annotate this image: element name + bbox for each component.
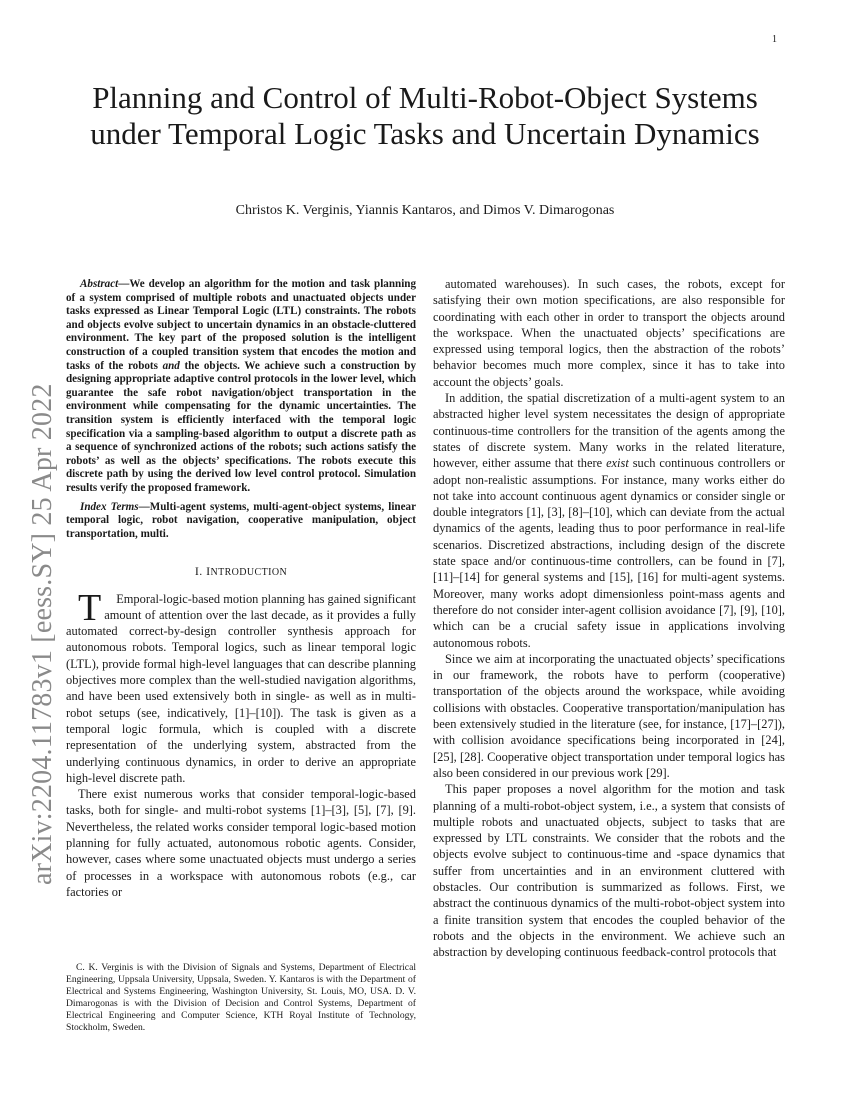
intro-paragraph-1: [66, 586, 416, 787]
index-terms-label: Index Terms: [80, 500, 139, 513]
right-column: [433, 276, 785, 960]
section-numeral: I.: [194, 564, 207, 579]
paper-title: Planning and Control of Multi-Robot-Object Systems under Temporal Logic Tasks and Uncertain Dynamics: [90, 80, 760, 151]
left-column: [66, 278, 416, 900]
drop-cap: T: [78, 586, 102, 629]
abstract-text-1: —We develop an algorithm for the motion and task planning of a system comprised of multiple robots and unactuated objects under tasks expressed as Linear Temporal Logic (LTL) constraints. The robots and objects evolve subject to uncertain dynamics in an obstacle-cluttered environment. The key part of the proposed solution is the intelligent construction of a coupled transition system that encodes the motion and tasks of the robots: [66, 278, 416, 372]
abstract-emphasis: and: [162, 359, 180, 372]
right-paragraph-2-text-2: such continuous controllers or adopt non-realistic assumptions. For instance, many works either do not take into account continuous agent dynamics or consider single or double integrators [1], [3], [8]–[10], which can deviate from the actual dynamics of the agents, leading thus to poor performance in real-life scenarios. Discretized abstractions, including design of the discrete state space and/or continuous-time controllers, can be found in [7], [11]–[14] for general systems and [15], [16] for multi-agent systems. Moreover, many works adopt dimensionless point-mass agents and therefore do not consider inter-agent collision avoidance [7], [9], [10], which can be a crucial safety issue in applications involving autonomous robots.: [433, 456, 785, 650]
page-number: 1: [772, 34, 777, 45]
right-paragraph-3: Since we aim at incorporating the unactuated objects’ specifications in our framework, the robots have to perform (cooperative) transportation of the objects around the workspace, while avoiding collisions with obstacles. Cooperative transportation/manipulation has been extensively studied in the literature (see, for instance, [17]–[27]), with collision avoidance specifications being incorporated in [24], [25], [28]. Cooperative object transportation under temporal logics has also been considered in our previous work [29].: [433, 651, 785, 780]
abstract-text-2: the objects. We achieve such a construction by designing appropriate adaptive control protocols in the lower level, which guarantee the safe robot navigation/object transportation in the environment while compensating for the dynamic uncertainties. The transition system is efficiently interfaced with the temporal logic specification via a sampling-based algorithm to output a discrete path as a sequence of synchronized actions of the robots; such actions satisfy the robots’ as well as the objects’ specifications. The robots execute this discrete path by using the derived low level control protocol. Simulation results verify the proposed framework.: [66, 359, 416, 494]
arxiv-stamp: arXiv:2204.11783v1 [eess.SY] 25 Apr 2022: [27, 383, 58, 885]
affiliation-footnote: C. K. Verginis is with the Division of Signals and Systems, Department of Electrical Engineering, Uppsala University, Uppsala, Sweden. Y. Kantaros is with the Department of Electrical and Systems Engineering, Washington University, St. Louis, MO, USA. D. V. Dimarogonas is with the Division of Decision and Control Systems, Department of Electrical Engineering and Computer Science, KTH Royal Institute of Technology, Stockholm, Sweden.: [66, 962, 416, 1033]
right-paragraph-2-emphasis: exist: [606, 456, 629, 471]
right-paragraph-4: This paper proposes a novel algorithm for the motion and task planning of a multi-robot-object system, i.e., a system that consists of multiple robots and unactuated objects, subject to tasks that are expressed by LTL constraints. We consider that the robots and the objects evolve subject to continuous-time and -space dynamics that suffer from uncertainties and in an environment cluttered with obstacles. Our contribution is summarized as follows. First, we abstract the continuous dynamics of the multi-robot-object system into a finite transition system that encodes the coupled behavior of the robots and the objects in the environment. We achieve such an abstraction by developing continuous feedback-control protocols that: [433, 782, 785, 960]
author-list: Christos K. Verginis, Yiannis Kantaros, and Dimos V. Dimarogonas: [235, 203, 615, 218]
section-heading: [66, 563, 416, 581]
index-terms-text: —Multi-agent systems, multi-agent-object systems, linear temporal logic, robot navigation, cooperative manipulation, object transportation, multi.: [66, 500, 417, 540]
abstract: [66, 278, 416, 496]
index-terms: [66, 501, 416, 542]
right-paragraph-2-text-1: In addition, the spatial discretization of a multi-agent system to an abstracted higher level system necessitates the design of appropriate continuous-time controllers for the transition of the agents among the states of discrete system. Many works in the related literature, however, either assume that there: [433, 391, 785, 471]
abstract-label: Abstract: [80, 278, 119, 290]
section-initial: I: [206, 564, 211, 579]
intro-paragraph-1-text: Emporal-logic-based motion planning has gained significant amount of attention over the last decade, as it provides a fully automated correct-by-design controller synthesis approach for autonomous robots. Temporal logics, such as linear temporal logic (LTL), provide formal high-level languages that can describe planning objectives more complex than the well-studied navigation algorithms, and have been used extensively both in single- as well as in multi-robot setups (see, indicatively, [1]–[10]). The task is given as a temporal logic formula, which is coupled with a discrete representation of the underlying system, abstracted from the underlying continuous dynamics, in order to derive an appropriate high-level discrete path.: [66, 591, 416, 785]
intro-paragraph-2: There exist numerous works that consider temporal-logic-based tasks, both for single- and multi-robot systems [1]–[3], [5], [7], [9]. Nevertheless, the related works consider temporal logic-based motion planning for fully actuated, autonomous robotic agents. Consider, however, cases where some unactuated objects must undergo a series of processes in a workspace with autonomous robots (e.g., car factories or: [66, 787, 416, 899]
section-title-rest: NTRODUCTION: [210, 567, 288, 579]
right-paragraph-2: [433, 390, 785, 651]
right-paragraph-1: automated warehouses). In such cases, the robots, except for satisfying their own motion specifications, are also responsible for coordinating with each other in order to transport the objects around the workspace. When the unactuated objects’ specifications are expressed using temporal logics, then the abstraction of the robots’ behavior becomes much more complex, since it has to take into account the objects’ goals.: [433, 277, 785, 389]
